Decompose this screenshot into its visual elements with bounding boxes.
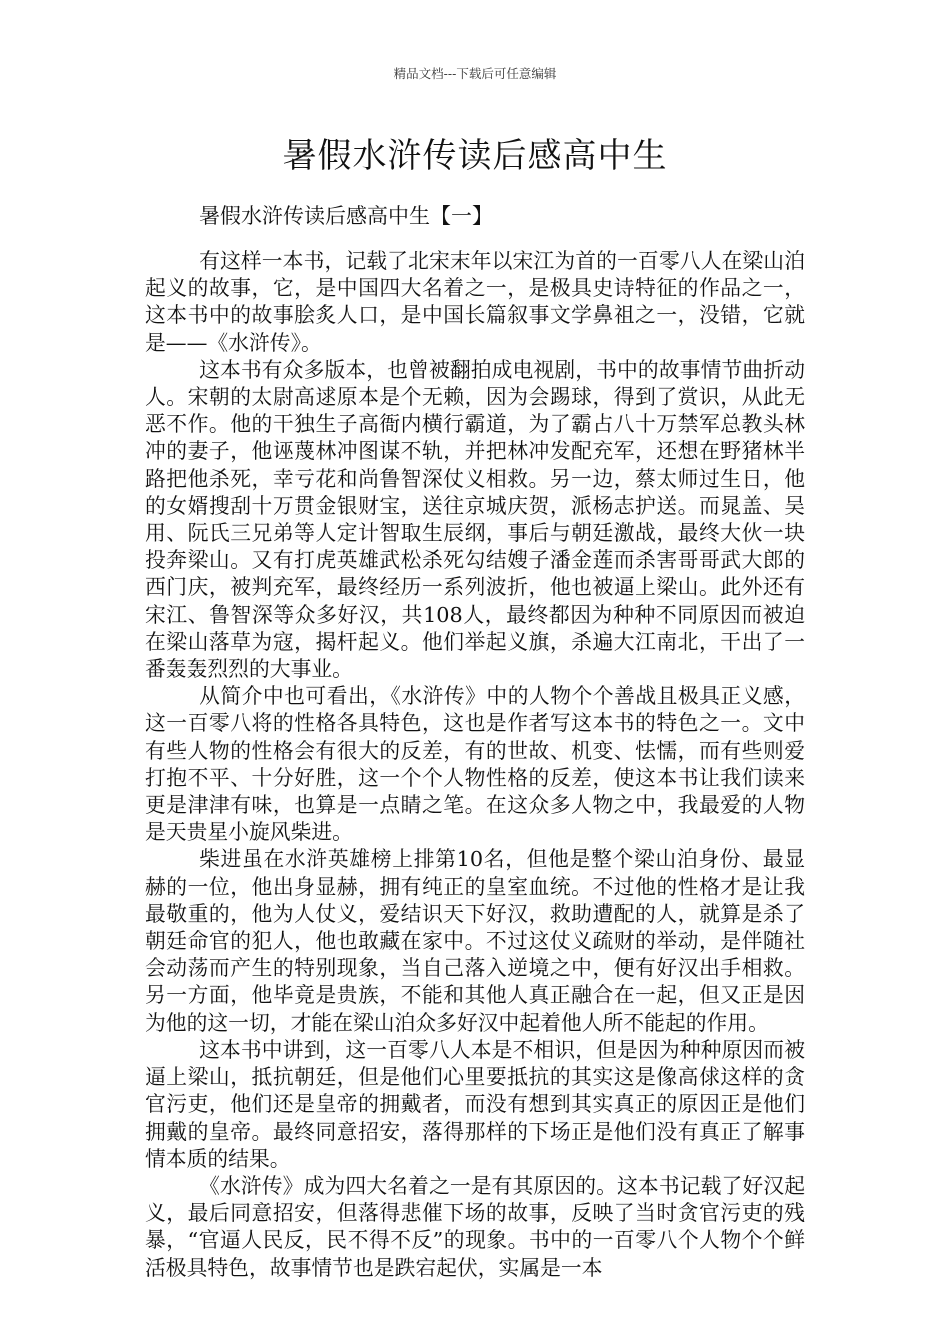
- paragraph: 《水浒传》成为四大名着之一是有其原因的。这本书记载了好汉起义，最后同意招安，但落得悲催下场的故事，反映了当时贪官污吏的残暴，“官逼人民反，民不得不反”的现象。书中的一百零八个人物个个鲜活极具特色，故事情节也是跌宕起伏，实属是一本: [145, 1173, 805, 1280]
- body-text: [145, 248, 805, 1282]
- paragraph: 有这样一本书，记载了北宋末年以宋江为首的一百零八人在梁山泊起义的故事，它，是中国四大名着之一，是极具史诗特征的作品之一，这本书中的故事脍炙人口，是中国长篇叙事文学鼻祖之一，没错，它就是——《水浒传》。: [145, 249, 805, 355]
- header-note: 精品文档---下载后可任意编辑: [393, 66, 557, 81]
- paragraph: 柴进虽在水浒英雄榜上排第10名，但他是整个梁山泊身份、最显赫的一位，他出身显赫，拥有纯正的皇室血统。不过他的性格才是让我最敬重的，他为人仗义，爱结识天下好汉，救助遭配的人，就算是杀了朝廷命官的犯人，他也敢藏在家中。不过这仗义疏财的举动，是伴随社会动荡而产生的特别现象，当自己落入逆境之中，便有好汉出手相救。另一方面，他毕竟是贵族，不能和其他人真正融合在一起，但又正是因为他的这一切，才能在梁山泊众多好汉中起着他人所不能起的作用。: [145, 847, 805, 1035]
- paragraph: 从简介中也可看出，《水浒传》中的人物个个善战且极具正义感，这一百零八将的性格各具特色，这也是作者写这本书的特色之一。文中有些人物的性格会有很大的反差，有的世故、机变、怯懦，而有些则爱打抱不平、十分好胜，这一个个人物性格的反差，使这本书让我们读来更是津津有味，也算是一点睛之笔。在这众多人物之中，我最爱的人物是天贵星小旋风柴进。: [145, 684, 805, 845]
- paragraph: 这本书中讲到，这一百零八人本是不相识，但是因为种种原因而被逼上梁山，抵抗朝廷，但是他们心里要抵抗的其实这是像高俅这样的贪官污吏，他们还是皇帝的拥戴者，而没有想到其实真正的原因正是他们拥戴的皇帝。最终同意招安，落得那样的下场正是他们没有真正了解事情本质的结果。: [145, 1037, 805, 1171]
- paragraph: 这本书有众多版本，也曾被翻拍成电视剧，书中的故事情节曲折动人。宋朝的太尉高逑原本是个无赖，因为会踢球，得到了赏识，从此无恶不作。他的干独生子高衙内横行霸道，为了霸占八十万禁军总教头林冲的妻子，他诬蔑林冲图谋不轨，并把林冲发配充军，还想在野猪林半路把他杀死，幸亏花和尚鲁智深仗义相救。另一边，蔡太师过生日，他的女婿搜刮十万贯金银财宝，送往京城庆贺，派杨志护送。而晁盖、吴用、阮氏三兄弟等人定计智取生辰纲，事后与朝廷激战，最终大伙一块投奔梁山。又有打虎英雄武松杀死勾结嫂子潘金莲而杀害哥哥武大郎的西门庆，被判充军，最终经历一系列波折，他也被逼上梁山。此外还有宋江、鲁智深等众多好汉，共108人，最终都因为种种不同原因而被迫在梁山落草为寇，揭杆起义。他们举起义旗，杀遍大江南北，干出了一番轰轰烈烈的大事业。: [145, 357, 805, 682]
- section-heading: 暑假水浒传读后感高中生【一】: [199, 204, 493, 228]
- page-title: 暑假水浒传读后感高中生: [282, 136, 668, 176]
